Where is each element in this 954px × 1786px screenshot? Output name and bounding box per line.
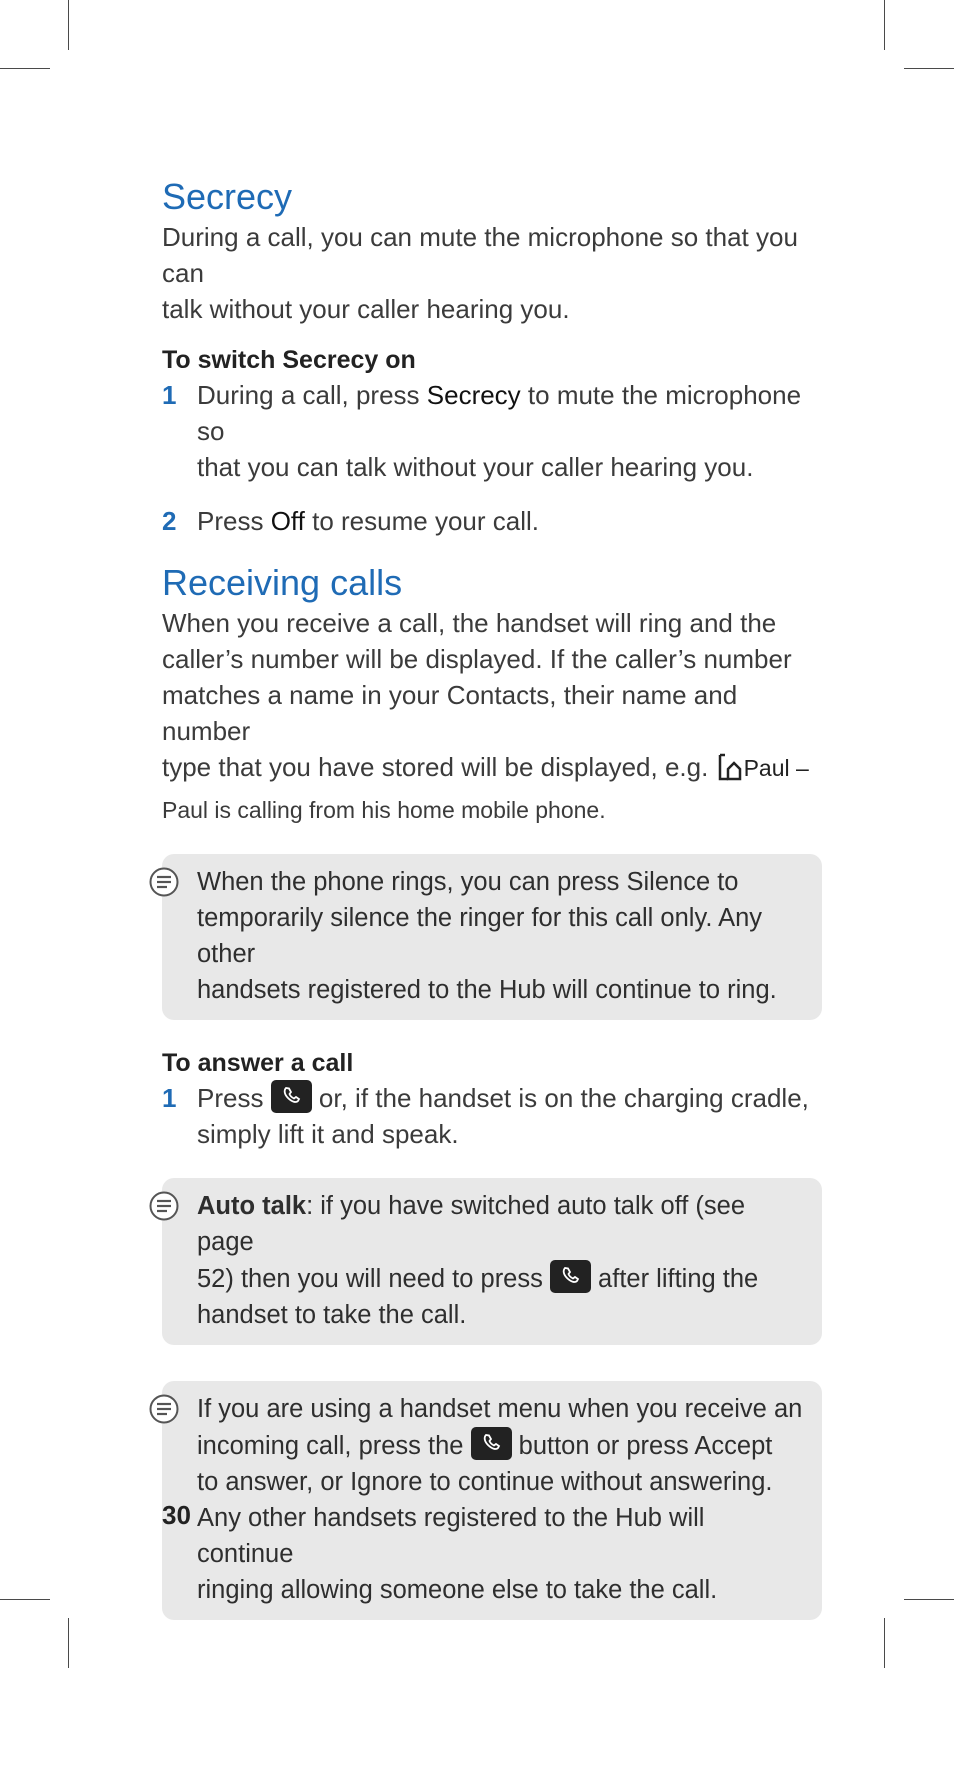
- crop-mark: [68, 1618, 69, 1668]
- note-lines-icon: [148, 1393, 180, 1425]
- note-line: handset to take the call.: [197, 1301, 467, 1329]
- step-text: [197, 377, 822, 485]
- secrecy-intro-line2: talk without your caller hearing you.: [162, 294, 570, 324]
- note-auto-talk: [162, 1178, 822, 1345]
- note-line: temporarily silence the ringer for this call only. Any other: [197, 904, 763, 968]
- step-text-part: During a call, press: [197, 380, 427, 410]
- note-line: If you are using a handset menu when you receive an: [197, 1395, 803, 1423]
- note-line: incoming call, press the: [197, 1432, 471, 1460]
- page-content: [162, 175, 822, 1620]
- call-handset-icon: [271, 1080, 312, 1113]
- intro-line: When you receive a call, the handset will ring and the: [162, 608, 777, 638]
- note-line: Any other handsets registered to the Hub will continue: [197, 1504, 705, 1568]
- note-line: to answer, or Ignore to continue without answering.: [197, 1468, 773, 1496]
- step-text-part: simply lift it and speak.: [197, 1119, 459, 1149]
- home-mobile-icon: [716, 752, 744, 791]
- note-silence: [162, 854, 822, 1020]
- step-text-part: or, if the handset is on the charging cradle,: [311, 1083, 809, 1113]
- secrecy-step-1: [162, 377, 822, 485]
- intro-line: caller’s number will be displayed. If the caller’s number: [162, 644, 792, 674]
- note-line: ringing allowing someone else to take the call.: [197, 1576, 718, 1604]
- step-text: [197, 503, 822, 539]
- crop-mark: [884, 1618, 885, 1668]
- step-text-part: Press: [197, 1083, 271, 1113]
- crop-mark: [904, 68, 954, 69]
- crop-mark: [884, 0, 885, 50]
- call-handset-icon: [550, 1260, 591, 1293]
- receiving-heading: Receiving calls: [162, 562, 403, 603]
- answer-subheading: To answer a call: [162, 1049, 354, 1077]
- intro-line: type that you have stored will be displayed, e.g.: [162, 752, 716, 782]
- note-line: after lifting the: [590, 1265, 759, 1293]
- note-line: button or press Accept: [511, 1432, 773, 1460]
- step-text-part: to mute the microphone so: [197, 380, 802, 446]
- step-number: 2: [162, 506, 177, 536]
- step-text-part: Press: [197, 506, 271, 536]
- note-line: : if you have switched auto talk off (see page: [197, 1192, 746, 1256]
- secrecy-intro: [162, 219, 822, 327]
- note-line: When the phone rings, you can press Silence to: [197, 868, 739, 896]
- secrecy-key-label: Secrecy: [426, 380, 521, 410]
- step-text-part: that you can talk without your caller hearing you.: [197, 452, 754, 482]
- secrecy-subheading: To switch Secrecy on: [162, 346, 416, 374]
- note-line: handsets registered to the Hub will continue to ring.: [197, 976, 777, 1004]
- answer-step-1: [162, 1080, 822, 1152]
- secrecy-step-2: [162, 503, 822, 539]
- secrecy-intro-line1: During a call, you can mute the microphone so that you can: [162, 222, 798, 288]
- step-number: 1: [162, 380, 177, 410]
- contact-example-name: Paul –: [743, 755, 809, 781]
- secrecy-heading: Secrecy: [162, 176, 293, 217]
- note-line: 52) then you will need to press: [197, 1265, 550, 1293]
- page-number: 30: [162, 1500, 191, 1530]
- note-lines-icon: [148, 1190, 180, 1222]
- off-key-label: Off: [270, 506, 305, 536]
- note-lines-icon: [148, 866, 180, 898]
- step-text-part: to resume your call.: [304, 506, 539, 536]
- auto-talk-label: Auto talk: [197, 1192, 307, 1220]
- step-number: 1: [162, 1083, 177, 1113]
- intro-line: matches a name in your Contacts, their name and number: [162, 680, 738, 746]
- crop-mark: [0, 1599, 50, 1600]
- contact-example-caption: Paul is calling from his home mobile phone.: [162, 797, 606, 823]
- note-handset-menu: [162, 1381, 822, 1620]
- step-text: [197, 1080, 822, 1152]
- receiving-intro: [162, 605, 822, 828]
- crop-mark: [0, 68, 50, 69]
- call-handset-icon: [471, 1427, 512, 1460]
- crop-mark: [68, 0, 69, 50]
- crop-mark: [904, 1599, 954, 1600]
